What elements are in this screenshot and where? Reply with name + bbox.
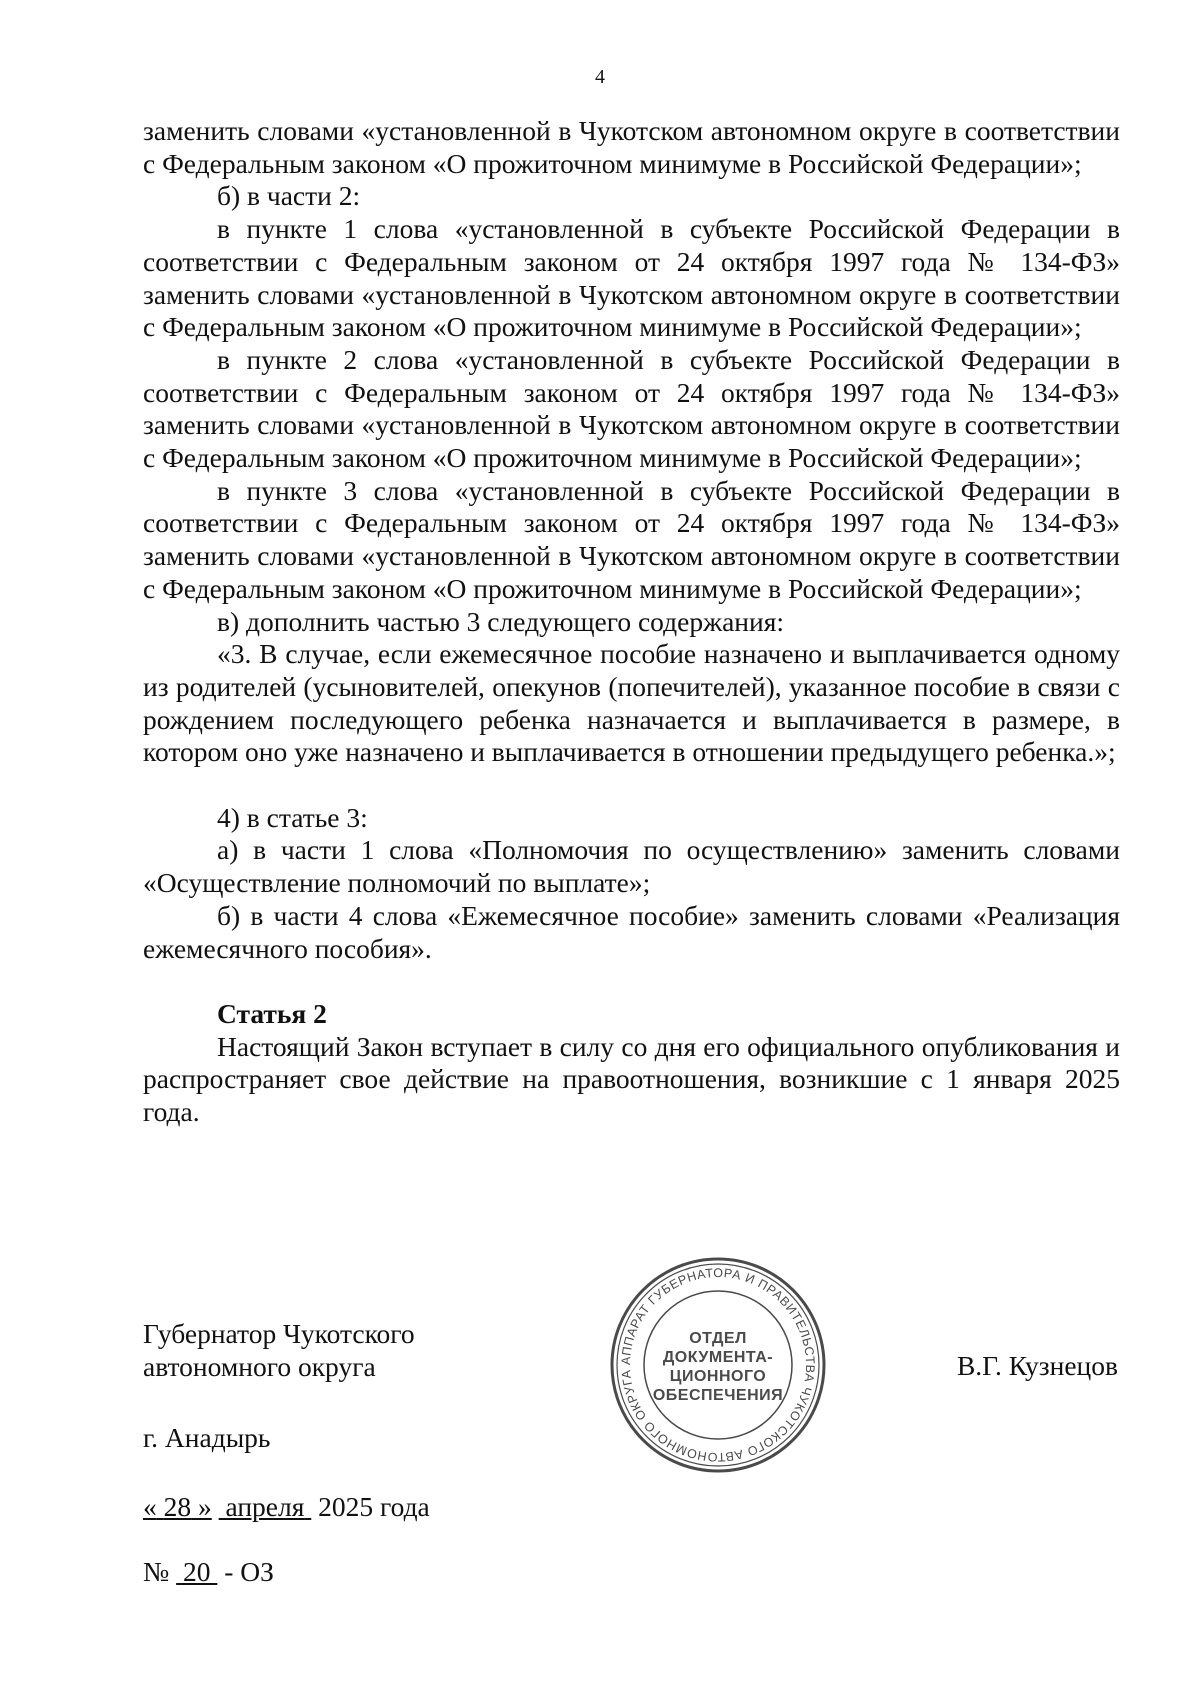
signer-title: [143, 1318, 415, 1383]
signing-date: [143, 1491, 430, 1523]
law-number-value: 20: [183, 1556, 211, 1587]
law-number-prefix: №: [143, 1556, 170, 1587]
paragraph: в пункте 3 слова «установленной в субъекте Российской Федерации в соответствии с Федеральным законом от 24 октября 1997 года № 134-ФЗ» заменить словами «установленной в Чукотском автономном округе в соответствии с Федеральным законом «О прожиточном минимуме в Российской Федерации»;: [143, 474, 1120, 604]
paragraph: б) в части 4 слова «Ежемесячное пособие» заменить словами «Реализация ежемесячного пособия».: [143, 899, 1120, 964]
date-day: 28: [163, 1491, 192, 1522]
signer-title-line: Губернатор Чукотского: [143, 1318, 415, 1349]
paragraph: в пункте 1 слова «установленной в субъекте Российской Федерации в соответствии с Федеральным законом от 24 октября 1997 года № 134-ФЗ» заменить словами «установленной в Чукотском автономном округе в соответствии с Федеральным законом «О прожиточном минимуме в Российской Федерации»;: [143, 213, 1120, 343]
law-number-suffix: - ОЗ: [224, 1556, 274, 1587]
stamp-line: ОБЕСПЕЧЕНИЯ: [652, 1387, 784, 1404]
paragraph: 4) в статье 3:: [217, 801, 368, 833]
official-stamp: [608, 1255, 828, 1475]
stamp-line: ДОКУМЕНТА-: [662, 1349, 774, 1366]
paragraph: б) в части 2:: [217, 180, 361, 212]
date-close-quote: »: [198, 1491, 212, 1522]
paragraph: Настоящий Закон вступает в силу со дня его официального опубликования и распространяет свое действие на правоотношения, возникшие с 1 января 2025 года.: [143, 1030, 1120, 1128]
paragraph: а) в части 1 слова «Полномочия по осуществлению» заменить словами «Осуществление полномочий по выплате»;: [143, 834, 1120, 899]
date-month: апреля: [225, 1491, 305, 1522]
signer-name: В.Г. Кузнецов: [956, 1350, 1118, 1381]
paragraph: заменить словами «установленной в Чукотском автономном округе в соответствии с Федеральным законом «О прожиточном минимуме в Российской Федерации»;: [143, 115, 1120, 179]
paragraph: «3. В случае, если ежемесячное пособие назначено и выплачивается одному из родителей (усыновителей, опекунов (попечителей), указанное пособие в связи с рождением последующего ребенка назначается и выплачивается в размере, в котором оно уже назначено и выплачивается в отношении предыдущего ребенка.»;: [143, 638, 1120, 768]
paragraph: в) дополнить частью 3 следующего содержания:: [217, 605, 784, 637]
paragraph-gap: [143, 769, 1120, 802]
stamp-line: ЦИОННОГО: [669, 1368, 767, 1385]
stamp-ring-text: АППАРАТ ГУБЕРНАТОРА И ПРАВИТЕЛЬСТВА ЧУКОТСКОГО АВТОНОМНОГО ОКРУГА: [618, 1265, 818, 1465]
date-year: 2025 года: [318, 1491, 430, 1522]
date-open-quote: «: [143, 1491, 157, 1522]
signer-title-line: автономного округа: [143, 1350, 376, 1382]
stamp-center-text: [608, 1329, 828, 1405]
article-heading: Статья 2: [217, 997, 327, 1029]
paragraph-gap: [143, 965, 1120, 998]
stamp-line: ОТДЕЛ: [689, 1330, 747, 1347]
law-number: [143, 1556, 274, 1588]
place-of-signing: г. Анадырь: [143, 1422, 271, 1453]
document-body: [143, 115, 1120, 1129]
paragraph: в пункте 2 слова «установленной в субъекте Российской Федерации в соответствии с Федеральным законом от 24 октября 1997 года № 134-ФЗ» заменить словами «установленной в Чукотском автономном округе в соответствии с Федеральным законом «О прожиточном минимуме в Российской Федерации»;: [143, 343, 1120, 474]
page-number: 4: [595, 66, 605, 88]
